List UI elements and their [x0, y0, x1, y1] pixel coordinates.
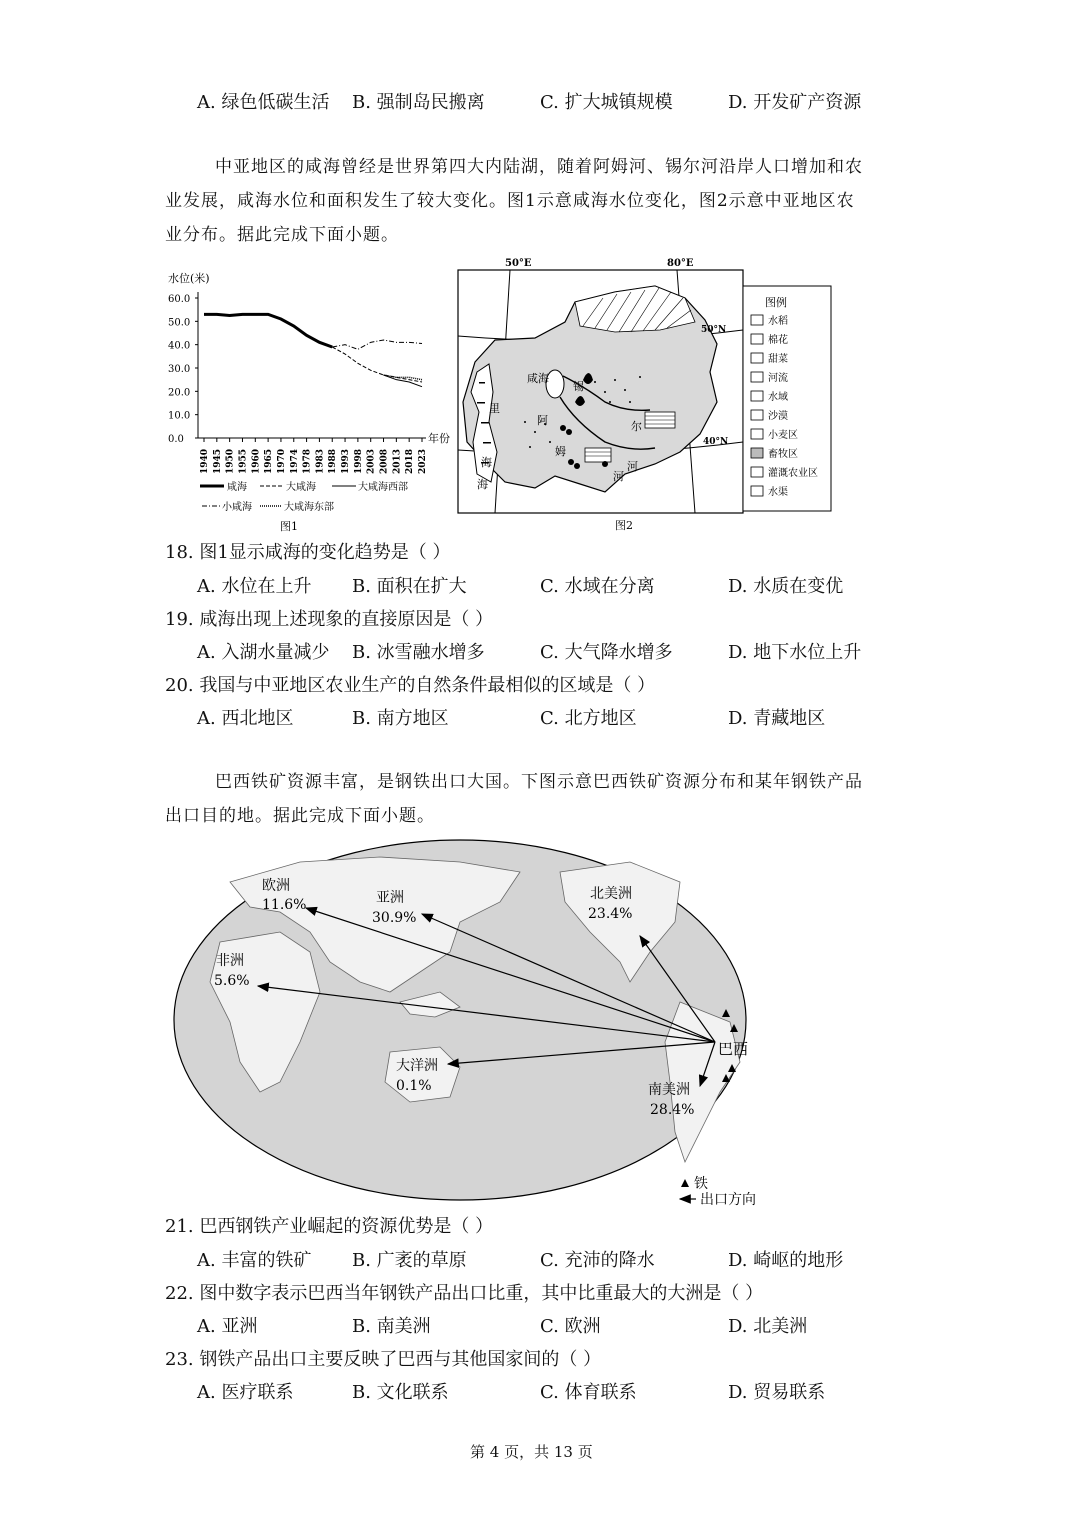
q22-stem: 22. 图中数字表示巴西当年钢铁产品出口比重，其中比重最大的大洲是（ ） [165, 1283, 764, 1304]
value-asia: 30.9% [372, 910, 417, 926]
q23-option-a: A. 医疗联系 [197, 1382, 294, 1403]
label-oceania: 大洋洲 [396, 1058, 438, 1074]
q20-option-c: C. 北方地区 [540, 708, 637, 729]
figure1-xtick-label: 2003 [366, 448, 377, 474]
figure1-ytick-label: 0.0 [168, 434, 184, 445]
label-europe: 欧洲 [262, 878, 290, 894]
figure1-ytick-label: 50.0 [168, 317, 191, 329]
value-north-america: 23.4% [588, 906, 633, 922]
q23-option-c: C. 体育联系 [540, 1382, 637, 1403]
legend-symbol [751, 448, 763, 458]
legend-symbol [751, 391, 763, 401]
q21-option-b: B. 广袤的草原 [352, 1250, 467, 1271]
q22-option-d: D. 北美洲 [728, 1316, 808, 1337]
q18-option-a: A. 水位在上升 [197, 576, 312, 597]
q20-option-b: B. 南方地区 [352, 708, 449, 729]
q20-option-a: A. 西北地区 [197, 708, 294, 729]
legend-symbol [751, 372, 763, 382]
figure1-caption: 图1 [280, 520, 298, 533]
passage1-line2: 业发展，咸海水位和面积发生了较大变化。图1示意咸海水位变化，图2示意中亚地区农 [165, 191, 855, 211]
figure1-xtick-label: 2018 [405, 448, 416, 474]
q23-stem: 23. 钢铁产品出口主要反映了巴西与其他国家间的（ ） [165, 1349, 602, 1370]
figure1-ytick-label: 20.0 [168, 387, 191, 399]
legend-item-label: 灌溉农业区 [768, 468, 818, 479]
q20-stem: 20. 我国与中亚地区农业生产的自然条件最相似的区域是（ ） [165, 675, 656, 696]
lon-label-50e: 50°E [505, 258, 532, 269]
legend-label-daxianhai-east: 大咸海东部 [284, 502, 334, 513]
legend-symbol [751, 429, 763, 439]
q21-option-d: D. 崎岖的地形 [728, 1250, 844, 1271]
legend-label-daxianhai-west: 大咸海西部 [358, 482, 408, 493]
q17-option-d: D. 开发矿产资源 [728, 92, 862, 113]
label-xianhai: 咸海 [527, 372, 549, 385]
q21-stem: 21. 巴西钢铁产业崛起的资源优势是（ ） [165, 1216, 494, 1237]
legend-item-label: 水域 [768, 392, 788, 403]
lat-label-40n: 40°N [703, 437, 729, 447]
figure1-xtick-label: 1983 [315, 448, 326, 474]
legend-title: 图例 [765, 296, 787, 309]
legend-item-label: 水稻 [768, 316, 788, 327]
passage1-line3: 业分布。据此完成下面小题。 [165, 225, 399, 245]
legend-symbol [751, 353, 763, 363]
q19-option-a: A. 入湖水量减少 [197, 642, 330, 663]
figure1-xtick-label: 2008 [379, 448, 390, 474]
figure1-xtick-label: 1940 [200, 448, 210, 474]
legend-symbol [751, 334, 763, 344]
figure1-xtick-label: 1970 [276, 448, 287, 474]
passage1-line1: 中亚地区的咸海曾经是世界第四大内陆湖，随着阿姆河、锡尔河沿岸人口增加和农 [215, 157, 863, 177]
q19-option-d: D. 地下水位上升 [728, 642, 862, 663]
legend-item-label: 河流 [768, 373, 788, 384]
legend-label-daxianhai: 大咸海 [286, 482, 316, 493]
figure1-series-3 [332, 340, 422, 349]
label-a: 阿 [537, 414, 548, 427]
figure1-ytick-label: 40.0 [168, 340, 191, 352]
legend-item-label: 水渠 [768, 487, 788, 498]
q18-stem: 18. 图1显示咸海的变化趋势是（ ） [165, 542, 451, 563]
legend-symbol [751, 315, 763, 325]
figure1-series-1 [332, 347, 422, 382]
figure1-xtick-label: 1998 [353, 448, 364, 474]
q17-option-a: A. 绿色低碳生活 [197, 92, 330, 113]
figure1-xlabel: 年份 [428, 432, 450, 445]
figure1-xtick-label: 1950 [225, 448, 236, 474]
legend-direction-label: 出口方向 [700, 1192, 756, 1208]
label-hai-2: 海 [477, 478, 488, 491]
legend-label-xiaoxianhai: 小咸海 [222, 502, 252, 513]
value-africa: 5.6% [214, 973, 250, 989]
q22-option-a: A. 亚洲 [197, 1316, 258, 1337]
legend-item-label: 棉花 [768, 335, 788, 346]
world-export-map [160, 832, 780, 1212]
label-he-1: 河 [613, 470, 624, 483]
page-footer: 第 4 页，共 13 页 [470, 1443, 593, 1461]
legend-item-label: 小麦区 [768, 430, 798, 441]
q18-option-d: D. 水质在变优 [728, 576, 844, 597]
q18-option-c: C. 水域在分离 [540, 576, 655, 597]
label-he-2: 河 [627, 460, 638, 473]
label-er: 尔 [631, 420, 642, 433]
figure1-xtick-label: 2023 [418, 448, 428, 474]
label-asia: 亚洲 [376, 890, 404, 906]
figure1-xtick-label: 2013 [392, 448, 403, 474]
q19-option-b: B. 冰雪融水增多 [352, 642, 485, 663]
passage2-line1: 巴西铁矿资源丰富，是钢铁出口大国。下图示意巴西铁矿资源分布和某年钢铁产品 [215, 772, 863, 792]
q22-option-c: C. 欧洲 [540, 1316, 601, 1337]
figure2-agriculture-map [455, 252, 840, 542]
q21-option-c: C. 充沛的降水 [540, 1250, 655, 1271]
figure1-ytick-label: 60.0 [168, 294, 191, 305]
label-hai-1: 海 [481, 456, 492, 469]
figure1-ylabel: 水位(米) [168, 272, 210, 285]
figure1-ytick-label: 30.0 [168, 364, 191, 375]
figure1-xtick-label: 1965 [264, 448, 275, 474]
value-europe: 11.6% [262, 897, 307, 913]
legend-symbol [751, 410, 763, 420]
value-south-america: 28.4% [650, 1102, 695, 1118]
q22-option-b: B. 南美洲 [352, 1316, 431, 1337]
figure1-xtick-label: 1978 [302, 448, 313, 474]
legend-symbol [751, 467, 763, 477]
figure1-xtick-label: 1945 [212, 448, 223, 474]
figure1-ytick-label: 10.0 [168, 410, 191, 422]
q21-option-a: A. 丰富的铁矿 [197, 1250, 312, 1271]
legend-iron-label: 铁 [694, 1176, 708, 1192]
q19-option-c: C. 大气降水增多 [540, 642, 673, 663]
figure1-xtick-label: 1960 [251, 448, 262, 474]
q23-option-d: D. 贸易联系 [728, 1382, 826, 1403]
passage2-line2: 出口目的地。据此完成下面小题。 [165, 806, 435, 826]
label-brazil: 巴西 [718, 1040, 749, 1058]
q19-stem: 19. 咸海出现上述现象的直接原因是（ ） [165, 609, 494, 630]
q20-option-d: D. 青藏地区 [728, 708, 826, 729]
q23-option-b: B. 文化联系 [352, 1382, 449, 1403]
figure1-xtick-label: 1955 [238, 448, 249, 474]
legend-item-label: 畜牧区 [768, 449, 798, 460]
q17-option-c: C. 扩大城镇规模 [540, 92, 673, 113]
figure1-xtick-label: 1993 [341, 448, 352, 474]
lat-label-50n: 50°N [701, 325, 727, 335]
q18-option-b: B. 面积在扩大 [352, 576, 467, 597]
legend-label-xianhai: 咸海 [227, 482, 247, 493]
legend-symbol [751, 486, 763, 496]
label-africa: 非洲 [216, 953, 244, 969]
label-li: 里 [489, 402, 500, 415]
label-mu: 姆 [555, 445, 566, 458]
value-oceania: 0.1% [396, 1078, 432, 1094]
label-xi: 锡 [573, 380, 584, 393]
label-north-america: 北美洲 [590, 886, 632, 902]
q17-option-b: B. 强制岛民搬离 [352, 92, 485, 113]
legend-item-label: 甜菜 [768, 354, 788, 365]
legend-iron-triangle [681, 1179, 689, 1187]
label-south-america: 南美洲 [648, 1082, 690, 1098]
legend-item-label: 沙漠 [768, 411, 788, 422]
figure1-series-0 [204, 314, 332, 347]
lon-label-80e: 80°E [667, 258, 694, 269]
figure2-caption: 图2 [615, 519, 633, 532]
figure1-xtick-label: 1988 [328, 448, 339, 474]
figure1-xtick-label: 1974 [289, 448, 300, 474]
figure1-water-level-chart [160, 262, 460, 540]
